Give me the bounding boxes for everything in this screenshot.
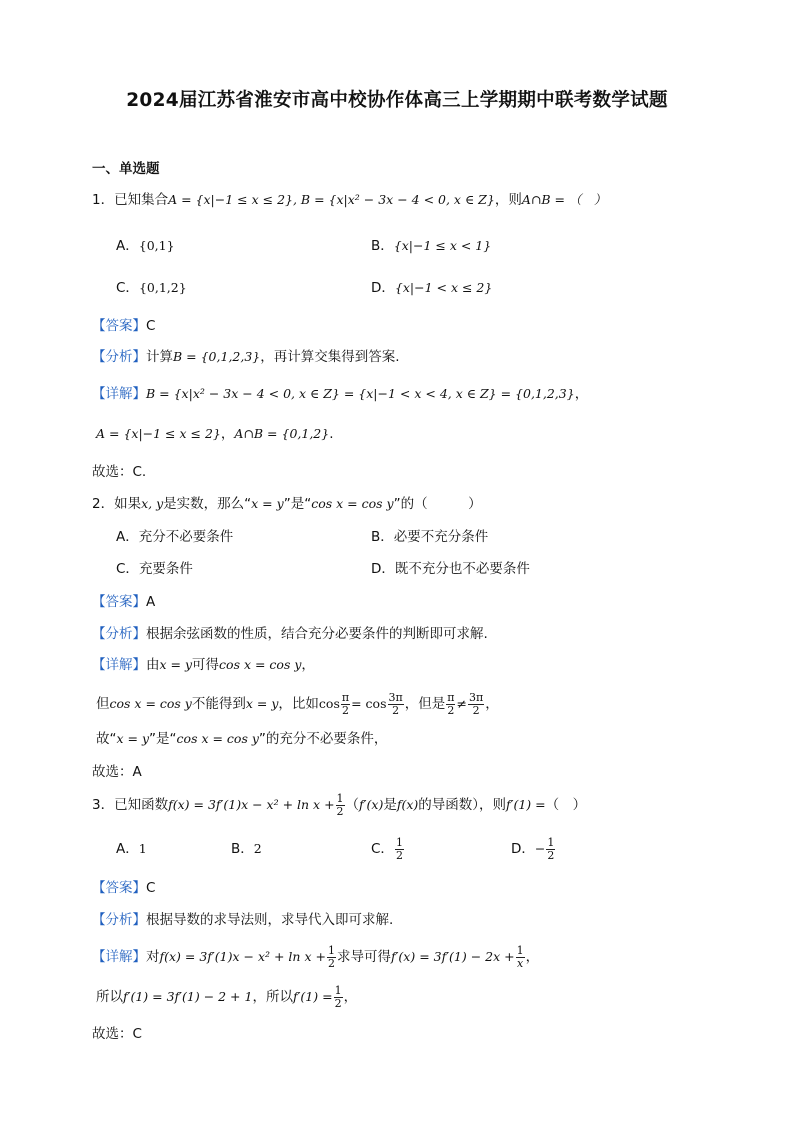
q2-option-d-text: 既不充分也不必要条件: [394, 561, 530, 577]
frac-denominator: x: [517, 956, 524, 970]
analysis-tag: 【分析】: [92, 626, 146, 642]
q2-option-c-label: C．: [116, 561, 139, 577]
q2-option-b: [371, 527, 488, 547]
q2-line2-math2: x = y: [245, 696, 279, 711]
fraction-one-half: [334, 985, 343, 1010]
q2-option-a-label: A．: [116, 529, 139, 545]
q1-stem-prefix: 1．已知集合: [92, 192, 169, 208]
frac-denominator: 2: [547, 848, 555, 862]
frac-numerator: π: [447, 690, 455, 704]
q3-stem-math: f(x) = 3f′(1)x − x² + ln x +: [168, 797, 335, 812]
q2-detail-line2: [96, 691, 499, 717]
frac-denominator: 2: [392, 703, 400, 717]
q3-option-a-label: A．: [116, 841, 139, 857]
q2-detail-math2: cos x = cos y: [219, 657, 302, 672]
q2-analysis: [92, 624, 488, 644]
fraction-one-over-x: [516, 945, 525, 970]
q1-detail-comma2: ，: [220, 426, 235, 442]
q1-ask: A∩B = （ ）: [521, 192, 607, 207]
q2-line3-text3: ”的充分不必要条件，: [258, 731, 388, 747]
q2-line2-text3: ，比如: [278, 696, 319, 712]
q1-option-d: [371, 278, 492, 298]
q2-option-b-label: B．: [371, 529, 394, 545]
q3-answer-value: C: [146, 880, 156, 896]
q2-line3-text1: 故“: [96, 731, 117, 747]
fraction-one-half: [336, 793, 345, 818]
q1-option-a: [116, 236, 175, 256]
frac-denominator: 2: [336, 804, 344, 818]
q3-line2-end: ，: [343, 989, 358, 1005]
frac-denominator: 2: [395, 848, 403, 862]
q3-answer: [92, 878, 155, 898]
fraction-pi-over-2: [341, 692, 350, 717]
q2-option-c-text: 充要条件: [138, 561, 193, 577]
frac-numerator: 1: [336, 791, 344, 805]
frac-numerator: 1: [395, 835, 403, 849]
detail-tag: 【详解】: [92, 949, 146, 965]
q1-detail-math3: A∩B = {0,1,2}: [234, 426, 330, 441]
frac-denominator: 2: [334, 996, 342, 1010]
q1-analysis-math: B = {0,1,2,3}: [173, 349, 261, 364]
q3-stem-prefix: 3．已知函数: [92, 797, 169, 813]
q2-option-d: [371, 559, 530, 579]
q3-conclusion: 故选：C: [92, 1026, 142, 1042]
analysis-tag: 【分析】: [92, 349, 146, 365]
q2-line2-ne: ≠: [456, 696, 467, 711]
q3-option-d-minus: −: [534, 841, 546, 856]
q1-option-a-text: {0,1}: [138, 238, 175, 253]
q2-detail-line3: [96, 729, 387, 749]
answer-tag: 【答案】: [92, 880, 146, 896]
answer-tag: 【答案】: [92, 594, 146, 610]
q3-stem-mid2: 的导函数），则: [418, 797, 507, 813]
analysis-tag: 【分析】: [92, 912, 146, 928]
q2-detail-text3: ，: [301, 657, 315, 673]
q3-option-c: [371, 836, 405, 862]
q3-analysis-text: 根据导数的求导法则，求导代入即可求解.: [146, 912, 394, 928]
q3-detail-math2: f′(x) = 3f′(1) − 2x +: [390, 949, 515, 964]
q2-stem-suffix: ”的（ ）: [393, 496, 482, 512]
q2-stem-prefix: 2．如果: [92, 496, 142, 512]
answer-tag: 【答案】: [92, 318, 146, 334]
q2-stem-cond2: cos x = cos y: [311, 496, 394, 511]
q3-option-b-label: B．: [231, 841, 254, 857]
page-title: 2024届江苏省淮安市高中校协作体高三上学期期中联考数学试题: [126, 90, 668, 111]
q3-line2-text1: 所以: [96, 989, 123, 1005]
q3-option-a: [116, 839, 147, 859]
frac-numerator: 1: [327, 943, 335, 957]
q2-line2-text1: 但: [96, 696, 110, 712]
q2-line3-text2: ”是“: [149, 731, 177, 747]
q1-set-b: , B = {x|x² − 3x − 4 < 0, x ∈ Z}: [292, 192, 495, 207]
q2-option-a-text: 充分不必要条件: [138, 529, 234, 545]
q3-line2-math1: f′(1) = 3f′(1) − 2 + 1: [123, 989, 253, 1004]
q1-conclusion: 故选：C.: [92, 464, 147, 480]
q2-option-a: [116, 527, 233, 547]
q3-stem-mid: 是: [383, 797, 397, 813]
frac-denominator: 2: [472, 703, 480, 717]
q3-detail-text2: 求导可得: [336, 949, 391, 965]
q1-detail-comma1: ，: [574, 386, 589, 402]
q1-detail-math2: A = {x|−1 ≤ x ≤ 2}: [96, 426, 221, 441]
q2-line2-text2: 不能得到: [191, 696, 246, 712]
frac-denominator: 2: [447, 703, 455, 717]
fraction-3pi-over-2: [388, 692, 404, 717]
q3-detail-math1: f(x) = 3f′(1)x − x² + ln x +: [159, 949, 326, 964]
q2-line3-math1: x = y: [116, 731, 150, 746]
q2-stem-mid1: 是实数，那么“: [163, 496, 252, 512]
detail-tag: 【详解】: [92, 386, 146, 402]
q2-line2-end: ，: [485, 696, 499, 712]
q2-option-d-label: D．: [371, 561, 395, 577]
section-heading: 一、单选题: [92, 161, 160, 177]
q1-option-d-label: D．: [371, 280, 395, 296]
detail-tag: 【详解】: [92, 657, 146, 673]
q3-stem-fprime: f′(x): [359, 797, 384, 812]
q2-stem-mid2: ”是“: [283, 496, 312, 512]
frac-numerator: π: [341, 690, 350, 704]
frac-numerator: 3π: [468, 690, 484, 704]
q3-stem-paren: （: [345, 797, 360, 813]
q1-option-b: [371, 236, 491, 256]
q1-detail-math1: B = {x|x² − 3x − 4 < 0, x ∈ Z} = {x|−1 < x < 4, x ∈ Z} = {0,1,2,3}: [146, 386, 575, 401]
q3-detail-end: ，: [525, 949, 540, 965]
q3-line2-math2: f′(1) =: [292, 989, 333, 1004]
fraction-one-half: [546, 837, 555, 862]
q3-option-a-text: 1: [138, 841, 147, 856]
q2-option-b-text: 必要不充分条件: [393, 529, 489, 545]
q1-stem: [92, 190, 606, 210]
q1-answer: [92, 316, 155, 336]
q2-stem-vars: x, y: [141, 496, 164, 511]
q2-detail-text2: 可得: [192, 657, 220, 673]
q2-line2-eq: = cos: [351, 696, 387, 711]
q2-line3-math2: cos x = cos y: [176, 731, 259, 746]
q2-detail-math1: x = y: [159, 657, 193, 672]
q3-detail-line2: [96, 984, 357, 1010]
q2-option-c: [116, 559, 193, 579]
q3-stem: [92, 792, 586, 818]
q3-option-d: [511, 836, 556, 862]
q1-detail-line2: [96, 424, 334, 444]
fraction-one-half: [395, 837, 404, 862]
q1-option-c-label: C．: [116, 280, 139, 296]
q3-option-c-label: C．: [371, 841, 394, 857]
frac-denominator: 2: [327, 956, 335, 970]
q1-option-c: [116, 278, 187, 298]
q1-detail-end: .: [329, 426, 334, 442]
q3-option-b: [231, 839, 262, 859]
q3-option-b-text: 2: [253, 841, 262, 856]
q1-option-a-label: A．: [116, 238, 139, 254]
q2-detail-text1: 由: [146, 657, 160, 673]
q1-option-b-text: {x|−1 ≤ x < 1}: [393, 238, 492, 253]
frac-numerator: 1: [516, 943, 524, 957]
q1-set-a: A = {x|−1 ≤ x ≤ 2}: [168, 192, 293, 207]
q2-answer-value: A: [146, 594, 156, 610]
frac-numerator: 3π: [388, 690, 403, 704]
q1-analysis-text1: 计算: [146, 349, 173, 365]
q2-detail: [92, 655, 315, 675]
q3-line2-text2: ，所以: [252, 989, 293, 1005]
q2-answer: [92, 592, 155, 612]
fraction-pi-over-2: [446, 692, 455, 717]
q2-stem-cond1: x = y: [251, 496, 284, 511]
frac-numerator: 1: [334, 983, 342, 997]
q2-line2-text4: ，但是: [404, 696, 446, 712]
q3-stem-f: f(x): [396, 797, 419, 812]
q1-analysis: [92, 347, 400, 367]
q3-detail: [92, 944, 539, 970]
fraction-3pi-over-2: [468, 692, 484, 717]
frac-denominator: 2: [341, 703, 349, 717]
q1-option-c-text: {0,1,2}: [138, 280, 187, 295]
q2-analysis-text: 根据余弦函数的性质，结合充分必要条件的判断即可求解.: [146, 626, 488, 642]
q1-option-b-label: B．: [371, 238, 394, 254]
q3-stem-ask: f′(1) =: [506, 797, 546, 812]
q1-option-d-text: {x|−1 < x ≤ 2}: [394, 280, 493, 295]
q2-stem: [92, 494, 482, 514]
q1-stem-suffix: ，则: [494, 192, 522, 208]
q1-answer-value: C: [146, 318, 156, 334]
q3-option-d-label: D．: [511, 841, 535, 857]
q2-line2-cos: cos: [318, 696, 340, 711]
q2-line2-math1: cos x = cos y: [109, 696, 192, 711]
q3-detail-text1: 对: [146, 949, 160, 965]
q2-conclusion: 故选：A: [92, 764, 142, 780]
q3-stem-end: （ ）: [545, 797, 587, 813]
frac-numerator: 1: [547, 835, 555, 849]
fraction-one-half: [327, 945, 336, 970]
q1-analysis-text2: ，再计算交集得到答案.: [260, 349, 400, 365]
q1-detail: [92, 384, 588, 404]
q3-analysis: [92, 910, 393, 930]
